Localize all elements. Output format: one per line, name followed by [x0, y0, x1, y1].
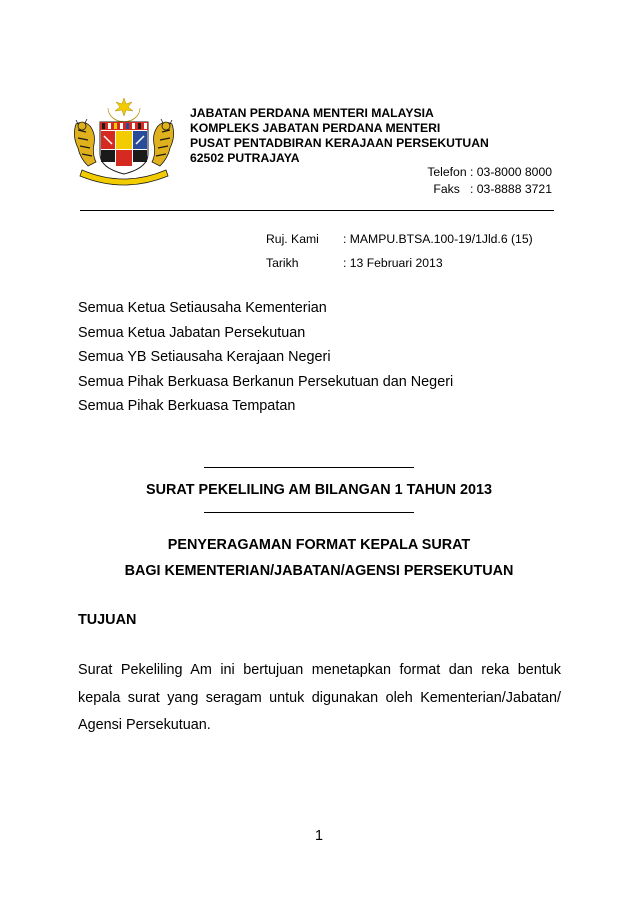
- subject-line-2: BAGI KEMENTERIAN/JABATAN/AGENSI PERSEKUTUAN: [124, 563, 514, 579]
- tarikh-value: : 13 Februari 2013: [343, 256, 443, 270]
- ruj-label: Ruj. Kami: [266, 232, 319, 246]
- recipient-line: Semua Pihak Berkuasa Berkanun Persekutuan dan Negeri: [78, 373, 454, 390]
- right-tiger-icon: [152, 119, 174, 166]
- letterhead-divider: [80, 210, 554, 211]
- star-icon: [115, 98, 133, 116]
- faks-number: Faks : 03-8888 3721: [433, 182, 552, 196]
- section-heading: TUJUAN: [78, 612, 137, 628]
- org-centre-line: PUSAT PENTADBIRAN KERAJAAN PERSEKUTUAN: [190, 136, 489, 150]
- org-complex-line: KOMPLEKS JABATAN PERDANA MENTERI: [190, 121, 441, 135]
- ruj-value: : MAMPU.BTSA.100-19/1Jld.6 (15): [343, 232, 533, 246]
- tarikh-label: Tarikh: [266, 256, 299, 270]
- coat-of-arms-logo: [68, 96, 180, 188]
- recipient-line: Semua Ketua Jabatan Persekutuan: [78, 324, 306, 341]
- recipient-line: Semua Ketua Setiausaha Kementerian: [78, 300, 327, 316]
- telefon-number: Telefon : 03-8000 8000: [427, 165, 552, 179]
- title-rule-top: [204, 467, 414, 468]
- section-body: Surat Pekeliling Am ini bertujuan menetapkan format dan reka bentuk kepala surat yang seragam untuk digunakan oleh Kementerian/Jabatan/ Agensi Persekutuan.: [78, 662, 561, 734]
- recipient-list: [78, 296, 453, 419]
- letterhead-org-block: [190, 106, 489, 166]
- shield-icon: [100, 122, 148, 174]
- org-name-line: JABATAN PERDANA MENTERI MALAYSIA: [190, 106, 434, 120]
- org-postcode-line: 62502 PUTRAJAYA: [190, 151, 300, 165]
- left-tiger-icon: [74, 119, 96, 166]
- recipient-line: Semua YB Setiausaha Kerajaan Negeri: [78, 349, 331, 365]
- recipient-line: Semua Pihak Berkuasa Tempatan: [78, 398, 296, 414]
- circular-title: SURAT PEKELILING AM BILANGAN 1 TAHUN 2013: [146, 482, 492, 498]
- title-rule-bottom: [204, 512, 414, 513]
- page-number: 1: [314, 828, 323, 844]
- subject-line-1: PENYERAGAMAN FORMAT KEPALA SURAT: [167, 537, 471, 553]
